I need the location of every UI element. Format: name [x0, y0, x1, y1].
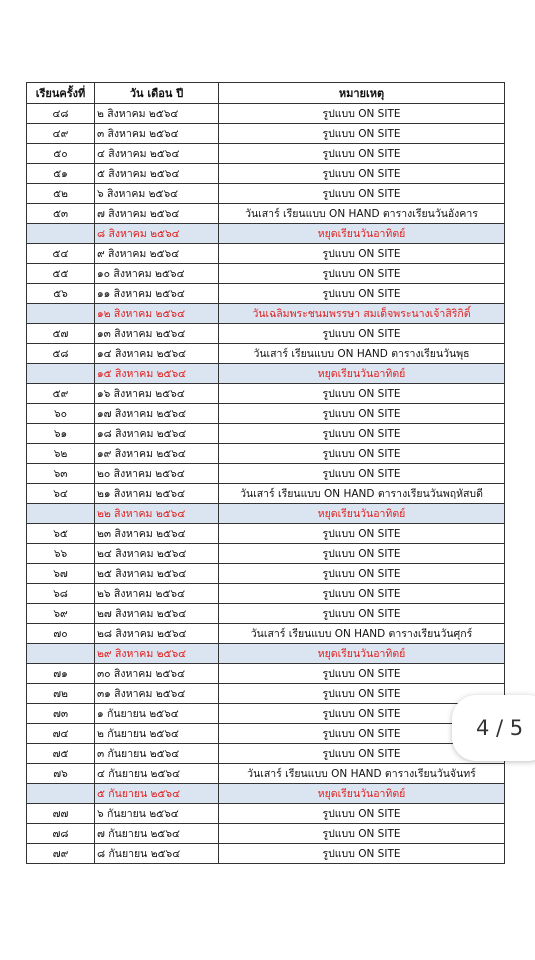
table-row [27, 564, 505, 584]
cell-date: ๙ สิงหาคม ๒๕๖๔ [95, 244, 219, 264]
cell-session-number: ๗๙ [27, 844, 95, 864]
cell-date: ๑๘ สิงหาคม ๒๕๖๔ [95, 424, 219, 444]
table-row-holiday [27, 504, 505, 524]
cell-remark: รูปแบบ ON SITE [219, 524, 505, 544]
cell-date: ๖ กันยายน ๒๕๖๔ [95, 804, 219, 824]
cell-date: ๑๑ สิงหาคม ๒๕๖๔ [95, 284, 219, 304]
table-row [27, 324, 505, 344]
cell-session-number: ๕๑ [27, 164, 95, 184]
table-row [27, 624, 505, 644]
table-row [27, 804, 505, 824]
cell-session-number: ๕๓ [27, 204, 95, 224]
cell-remark: วันเสาร์ เรียนแบบ ON HAND ตารางเรียนวันอังคาร [219, 204, 505, 224]
table-row [27, 124, 505, 144]
table-row [27, 104, 505, 124]
table-row [27, 284, 505, 304]
table-row [27, 184, 505, 204]
table-row [27, 404, 505, 424]
cell-remark: หยุดเรียนวันอาทิตย์ [219, 224, 505, 244]
cell-date: ๒๖ สิงหาคม ๒๕๖๔ [95, 584, 219, 604]
table-row-holiday [27, 304, 505, 324]
header-remark: หมายเหตุ [219, 83, 505, 104]
cell-session-number [27, 364, 95, 384]
cell-session-number [27, 224, 95, 244]
cell-session-number: ๖๕ [27, 524, 95, 544]
table-row [27, 744, 505, 764]
schedule-table [26, 82, 505, 864]
table-row [27, 844, 505, 864]
table-row-holiday [27, 224, 505, 244]
cell-date: ๔ กันยายน ๒๕๖๔ [95, 764, 219, 784]
cell-session-number: ๕๖ [27, 284, 95, 304]
cell-remark: รูปแบบ ON SITE [219, 164, 505, 184]
cell-remark: รูปแบบ ON SITE [219, 744, 505, 764]
cell-date: ๒๐ สิงหาคม ๒๕๖๔ [95, 464, 219, 484]
cell-date: ๗ กันยายน ๒๕๖๔ [95, 824, 219, 844]
cell-date: ๕ กันยายน ๒๕๖๔ [95, 784, 219, 804]
cell-date: ๒๗ สิงหาคม ๒๕๖๔ [95, 604, 219, 624]
cell-date: ๒๕ สิงหาคม ๒๕๖๔ [95, 564, 219, 584]
cell-remark: รูปแบบ ON SITE [219, 804, 505, 824]
table-row [27, 384, 505, 404]
cell-remark: รูปแบบ ON SITE [219, 564, 505, 584]
table-row [27, 244, 505, 264]
cell-session-number: ๕๗ [27, 324, 95, 344]
cell-date: ๒ กันยายน ๒๕๖๔ [95, 724, 219, 744]
table-row-holiday [27, 364, 505, 384]
cell-remark: วันเสาร์ เรียนแบบ ON HAND ตารางเรียนวันพฤหัสบดี [219, 484, 505, 504]
cell-date: ๑ กันยายน ๒๕๖๔ [95, 704, 219, 724]
cell-session-number: ๗๑ [27, 664, 95, 684]
cell-remark: รูปแบบ ON SITE [219, 724, 505, 744]
cell-remark: รูปแบบ ON SITE [219, 384, 505, 404]
cell-remark: วันเสาร์ เรียนแบบ ON HAND ตารางเรียนวันพุธ [219, 344, 505, 364]
cell-date: ๓ กันยายน ๒๕๖๔ [95, 744, 219, 764]
cell-remark: รูปแบบ ON SITE [219, 684, 505, 704]
table-row [27, 764, 505, 784]
cell-date: ๒๒ สิงหาคม ๒๕๖๔ [95, 504, 219, 524]
cell-session-number: ๕๕ [27, 264, 95, 284]
cell-session-number: ๕๐ [27, 144, 95, 164]
cell-session-number: ๖๒ [27, 444, 95, 464]
cell-date: ๔ สิงหาคม ๒๕๖๔ [95, 144, 219, 164]
cell-date: ๑๖ สิงหาคม ๒๕๖๔ [95, 384, 219, 404]
cell-remark: รูปแบบ ON SITE [219, 244, 505, 264]
table-row-holiday [27, 784, 505, 804]
cell-remark: รูปแบบ ON SITE [219, 124, 505, 144]
cell-date: ๑๓ สิงหาคม ๒๕๖๔ [95, 324, 219, 344]
cell-remark: วันเสาร์ เรียนแบบ ON HAND ตารางเรียนวันจันทร์ [219, 764, 505, 784]
table-row [27, 344, 505, 364]
cell-date: ๒๙ สิงหาคม ๒๕๖๔ [95, 644, 219, 664]
cell-date: ๑๗ สิงหาคม ๒๕๖๔ [95, 404, 219, 424]
cell-remark: รูปแบบ ON SITE [219, 324, 505, 344]
cell-session-number [27, 644, 95, 664]
cell-date: ๗ สิงหาคม ๒๕๖๔ [95, 204, 219, 224]
cell-remark: หยุดเรียนวันอาทิตย์ [219, 504, 505, 524]
cell-date: ๒๓ สิงหาคม ๒๕๖๔ [95, 524, 219, 544]
cell-date: ๖ สิงหาคม ๒๕๖๔ [95, 184, 219, 204]
cell-remark: รูปแบบ ON SITE [219, 184, 505, 204]
cell-date: ๕ สิงหาคม ๒๕๖๔ [95, 164, 219, 184]
cell-session-number: ๗๕ [27, 744, 95, 764]
cell-session-number: ๗๖ [27, 764, 95, 784]
cell-date: ๑๒ สิงหาคม ๒๕๖๔ [95, 304, 219, 324]
table-row [27, 604, 505, 624]
cell-remark: วันเฉลิมพระชนมพรรษา สมเด็จพระนางเจ้าสิริกิติ์ [219, 304, 505, 324]
schedule-document [26, 82, 504, 864]
cell-session-number: ๗๗ [27, 804, 95, 824]
table-row [27, 724, 505, 744]
cell-remark: วันเสาร์ เรียนแบบ ON HAND ตารางเรียนวันศุกร์ [219, 624, 505, 644]
header-date: วัน เดือน ปี [95, 83, 219, 104]
table-row [27, 824, 505, 844]
cell-session-number [27, 784, 95, 804]
table-row [27, 464, 505, 484]
cell-remark: รูปแบบ ON SITE [219, 444, 505, 464]
cell-session-number: ๖๗ [27, 564, 95, 584]
cell-date: ๒๔ สิงหาคม ๒๕๖๔ [95, 544, 219, 564]
cell-date: ๑๕ สิงหาคม ๒๕๖๔ [95, 364, 219, 384]
cell-session-number: ๗๒ [27, 684, 95, 704]
table-row [27, 204, 505, 224]
cell-session-number: ๖๖ [27, 544, 95, 564]
cell-session-number: ๖๔ [27, 484, 95, 504]
cell-session-number: ๖๘ [27, 584, 95, 604]
cell-session-number: ๗๔ [27, 724, 95, 744]
cell-date: ๓๐ สิงหาคม ๒๕๖๔ [95, 664, 219, 684]
cell-remark: รูปแบบ ON SITE [219, 464, 505, 484]
cell-date: ๒๑ สิงหาคม ๒๕๖๔ [95, 484, 219, 504]
cell-remark: รูปแบบ ON SITE [219, 664, 505, 684]
cell-date: ๓ สิงหาคม ๒๕๖๔ [95, 124, 219, 144]
page-counter[interactable]: 4 / 5 [452, 695, 535, 761]
table-header-row [27, 83, 505, 104]
cell-session-number: ๕๙ [27, 384, 95, 404]
table-row [27, 584, 505, 604]
cell-remark: รูปแบบ ON SITE [219, 544, 505, 564]
cell-date: ๘ สิงหาคม ๒๕๖๔ [95, 224, 219, 244]
table-row [27, 444, 505, 464]
table-row [27, 164, 505, 184]
cell-session-number: ๗๐ [27, 624, 95, 644]
cell-date: ๘ กันยายน ๒๕๖๔ [95, 844, 219, 864]
table-row [27, 544, 505, 564]
table-row [27, 704, 505, 724]
table-row-holiday [27, 644, 505, 664]
cell-remark: รูปแบบ ON SITE [219, 844, 505, 864]
cell-session-number: ๖๓ [27, 464, 95, 484]
cell-remark: รูปแบบ ON SITE [219, 704, 505, 724]
cell-session-number: ๔๘ [27, 104, 95, 124]
cell-date: ๓๑ สิงหาคม ๒๕๖๔ [95, 684, 219, 704]
cell-session-number: ๗๓ [27, 704, 95, 724]
cell-session-number: ๖๐ [27, 404, 95, 424]
cell-remark: หยุดเรียนวันอาทิตย์ [219, 364, 505, 384]
cell-date: ๑๔ สิงหาคม ๒๕๖๔ [95, 344, 219, 364]
cell-session-number: ๖๑ [27, 424, 95, 444]
cell-session-number: ๕๒ [27, 184, 95, 204]
table-row [27, 524, 505, 544]
cell-remark: รูปแบบ ON SITE [219, 824, 505, 844]
table-row [27, 664, 505, 684]
cell-session-number: ๗๘ [27, 824, 95, 844]
cell-session-number [27, 504, 95, 524]
cell-session-number: ๔๙ [27, 124, 95, 144]
header-session-number: เรียนครั้งที่ [27, 83, 95, 104]
cell-session-number [27, 304, 95, 324]
table-row [27, 264, 505, 284]
cell-date: ๑๐ สิงหาคม ๒๕๖๔ [95, 264, 219, 284]
cell-remark: หยุดเรียนวันอาทิตย์ [219, 784, 505, 804]
cell-date: ๒๘ สิงหาคม ๒๕๖๔ [95, 624, 219, 644]
table-row [27, 144, 505, 164]
cell-remark: รูปแบบ ON SITE [219, 264, 505, 284]
cell-remark: รูปแบบ ON SITE [219, 104, 505, 124]
cell-remark: รูปแบบ ON SITE [219, 424, 505, 444]
cell-remark: หยุดเรียนวันอาทิตย์ [219, 644, 505, 664]
cell-session-number: ๕๘ [27, 344, 95, 364]
cell-remark: รูปแบบ ON SITE [219, 404, 505, 424]
table-row [27, 484, 505, 504]
cell-date: ๒ สิงหาคม ๒๕๖๔ [95, 104, 219, 124]
table-row [27, 684, 505, 704]
table-row [27, 424, 505, 444]
cell-session-number: ๖๙ [27, 604, 95, 624]
cell-remark: รูปแบบ ON SITE [219, 284, 505, 304]
table-body [27, 104, 505, 864]
cell-session-number: ๕๔ [27, 244, 95, 264]
cell-remark: รูปแบบ ON SITE [219, 144, 505, 164]
cell-date: ๑๙ สิงหาคม ๒๕๖๔ [95, 444, 219, 464]
cell-remark: รูปแบบ ON SITE [219, 604, 505, 624]
cell-remark: รูปแบบ ON SITE [219, 584, 505, 604]
